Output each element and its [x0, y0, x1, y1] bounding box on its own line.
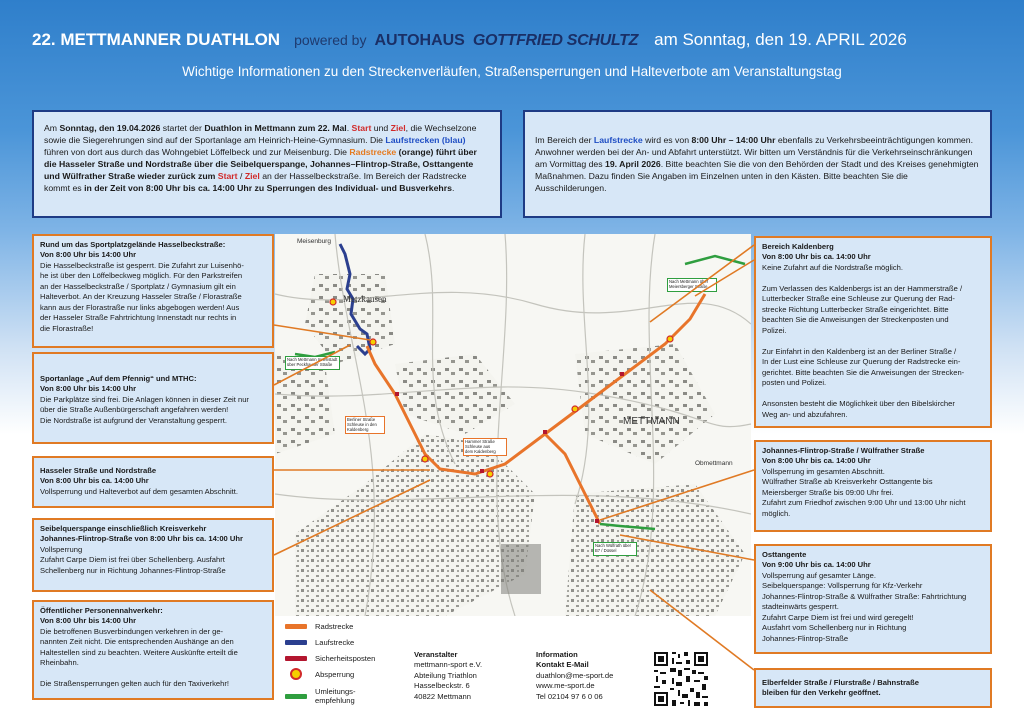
box-time: Von 8:00 Uhr bis ca. 14:00 Uhr — [762, 456, 871, 466]
legend-label: Radstrecke — [315, 621, 354, 631]
box-text: Die Parkplätze sind frei. Die Anlagen können in dieser Zeit nur über die Straße Außenbürgerschaft angefahren werden! Die Nordstraße ist aufgrund der Veranstaltung gesperrt. — [40, 394, 249, 425]
box-text: Die Hasselbeckstraße ist gesperrt. Die Zufahrt zur Luisenhö- he ist über den Löffelbeckweg möglich. Für den Parkstreifen an der Hasselbeckstraße / Sportplatz / Gymnasium gilt ein Halteverbot. An der Kreuzung Hasseler Straße / Florastraße kann aus der Florastraße nur links abgebogen werden! Aus der Hasseler Straße Fahrtrichtung Innenstadt nur rechts in die Florastraße! — [40, 260, 244, 333]
event-date: am Sonntag, den 19. APRIL 2026 — [654, 30, 907, 49]
intro-text: / — [237, 171, 245, 181]
detour-sign: Nach Wülfrath über B7 / Düssel — [593, 542, 637, 556]
map-legend — [285, 619, 405, 719]
box-title: Hasseler Straße und Nordstraße — [40, 466, 157, 475]
box-time: Von 8:00 Uhr bis ca. 14:00 Uhr — [762, 252, 871, 262]
sponsor-name-part2: GOTTFRIED SCHULTZ — [472, 32, 639, 49]
map-label-mettmann: METTMANN — [623, 416, 680, 427]
legend-label: Laufstrecke — [315, 637, 355, 647]
intro-text: und — [371, 123, 391, 133]
intro-text: Am — [44, 123, 60, 133]
detour-swatch — [285, 694, 307, 699]
event-title: 22. METTMANNER DUATHLON — [32, 30, 281, 49]
intro-text: Im Bereich der — [535, 135, 594, 145]
info-box-oepnv — [32, 600, 274, 700]
bike-route-word: Radstrecke — [349, 147, 397, 157]
legend-item-security — [285, 651, 375, 665]
run-route-swatch — [285, 640, 307, 645]
legend-item-detour — [285, 685, 356, 707]
start-word: Start — [351, 123, 372, 133]
intro-box-right — [523, 110, 992, 218]
box-title: Öffentlicher Personennahverkehr: — [40, 606, 163, 615]
box-title: Osttangente — [762, 550, 807, 559]
legend-label: Absperrung — [315, 669, 355, 679]
intro-text: führen von dort aus durch das Wohngebiet Löffelbeck und zur Meisenburg. Die — [44, 147, 350, 157]
info-box-seibel — [32, 518, 274, 592]
intro-edition: Duathlon in Mettmann zum 22. Mal — [204, 123, 347, 133]
start-word: Start — [217, 171, 238, 181]
intro-box-left — [32, 110, 502, 218]
intro-text: an der Hasselbeckstraße. Im Bereich der Radstrecke kommt es — [44, 171, 467, 193]
run-route-word: Laufstrecke — [593, 135, 643, 145]
contact-block — [536, 650, 646, 702]
info-box-kaldenberg — [754, 236, 992, 428]
box-time: Von 8:00 Uhr bis 14:00 Uhr — [40, 384, 137, 394]
box-text: Vollsperrung im gesamten Abschnitt. Wülfrather Straße ab Kreisverkehr Osttangente bis Meiersberger Straße bis 09:00 Uhr frei. Zufahrt zum Friedhof zwischen 9:00 Uhr und 13:00 Uhr nicht möglich. — [762, 466, 966, 518]
detour-sign: Berliner Straße Schleuse in den Kaldenberg — [345, 416, 385, 434]
box-title: Sportanlage „Auf dem Pfennig“ und MTHC: — [40, 374, 197, 383]
box-time: Von 8:00 Uhr bis 14:00 Uhr — [40, 616, 137, 626]
route-map — [275, 234, 751, 616]
box-title: Elberfelder Straße / Flurstraße / Bahnstraße bleiben für den Verkehr geöffnet. — [762, 678, 919, 698]
detour-sign: Nach Mettmann Innenstadt über Peckhauser Straße — [285, 356, 340, 370]
map-label-meisenburg: Meisenburg — [297, 238, 331, 245]
intro-text: . Bitte beachten Sie die von den Behörden der Stadt und des Kreises genehmigten Maßnahmen. Dazu finden Sie Angaben im Einzelnen unten in den Kästen. Bitte beachten Sie die Ausschilderungen. — [535, 159, 979, 193]
box-text: Vollsperrung auf gesamter Länge. Seibelquerspange: Vollsperrung für Kfz-Verkehr Johannes-Flintrop-Straße & Wülfrather Straße: Fahrtrichtung stadteinwärts gesperrt. Zufahrt Carpe Diem ist frei und wird geregelt! Ausfahrt vom Schellenberg nur in Richtung Johannes-Flintrop-Straße — [762, 570, 967, 643]
box-text: Die betroffenen Busverbindungen verkehren in der ge- nannten Zeit nicht. Die entsprechenden Aushänge an den Haltestellen sind zu beachten. Weitere Auskünfte erteilt die Rheinbahn. Die Straßensperrungen gelten auch für den Taxiverkehr! — [40, 626, 238, 689]
organizer-label: Veranstalter — [414, 650, 458, 659]
info-box-pfennig — [32, 352, 274, 444]
info-box-osttangente — [754, 544, 992, 654]
info-box-hasseler — [32, 456, 274, 508]
contact-details: duathlon@me-sport.de www.me-sport.de Tel 02104 97 6 0 06 — [536, 670, 614, 701]
detour-sign: Nach Mettmann über Meiersberger Straße — [667, 278, 717, 292]
intro-text: wird es von — [642, 135, 692, 145]
intro-date: 19. April 2026 — [605, 159, 661, 169]
box-time: Von 8:00 Uhr bis ca. 14:00 Uhr — [40, 476, 149, 486]
intro-text: . — [451, 183, 455, 193]
legend-item-run — [285, 635, 354, 649]
legend-label: Sicherheitsposten — [315, 653, 376, 663]
box-title: Bereich Kaldenberg — [762, 242, 834, 251]
box-title: Seibelquerspange einschließlich Kreisverkehr Johannes-Flintrop-Straße von 8:00 Uhr bis ca. 14:00 Uhr — [40, 524, 243, 544]
page-subtitle: Wichtige Informationen zu den Streckenverläufen, Straßensperrungen und Halteverbote am Veranstaltungstag — [182, 64, 842, 79]
box-time: Von 9:00 Uhr bis ca. 14:00 Uhr — [762, 560, 871, 570]
intro-text: startet der — [160, 123, 205, 133]
box-text: Keine Zufahrt auf die Nordstraße möglich. Zum Verlassen des Kaldenbergs ist an der Hammerstraße / Lutterbecker Straße eine Schleuse zur Querung der Rad- strecke Richtung Lutterbecker Straße eingerichtet. Bitte beachten Sie die Anweisungen der Streckenposten und Polizei. Zur Einfahrt in den Kaldenberg ist an der Berliner Straße / In der Lust eine Schleuse zur Querung der Radstrecke ein- gerichtet. Bitte beachten Sie die Anweisungen der Strecken- posten und Polizei. Ansonsten besteht die Möglichkeit über den Bibelskircher Weg an- und abzufahren. — [762, 262, 965, 419]
finish-word: Ziel — [390, 123, 406, 133]
map-label-metzkausen: Metzkausen — [343, 294, 387, 304]
security-post-swatch — [285, 656, 307, 661]
legend-label: Umleitungs- empfehlung — [315, 687, 356, 705]
map-label-obmettmann: Obmettmann — [695, 460, 733, 467]
box-text: Vollsperrung Zufahrt Carpe Diem ist frei über Schellenberg. Ausfahrt Schellenberg nur in Richtung Johannes-Flintrop-Straße — [40, 544, 226, 575]
info-box-flintrop — [754, 440, 992, 532]
contact-label: Information Kontakt E-Mail — [536, 650, 589, 670]
powered-by-text: powered by — [294, 32, 367, 48]
info-box-hasselbeck — [32, 234, 274, 348]
detour-sign: Hammer Straße Schleuse aus dem Kaldenberg — [463, 438, 507, 456]
intro-text: (orange) führt über die Hasseler Straße und Nordstraße über die Seibelquerspange, Johannes–Flintrop-Straße, Osttangente und Wülfrather Straße wieder zurück zum — [44, 147, 477, 181]
box-text: Vollsperrung und Halteverbot auf dem gesamten Abschnitt. — [40, 486, 238, 496]
legend-item-bike — [285, 619, 353, 633]
run-closure-time: 8:00 Uhr – 14:00 Uhr — [691, 135, 776, 145]
intro-text: ebenfalls zu Verkehrsbeeinträchtigungen kommen. Anwohner werden bei der An- und Abfahrt unterstützt. Wir bitten um Verständnis für die Verkehrseinschränkungen am Vormittag des — [535, 135, 974, 169]
intro-text: . — [346, 123, 352, 133]
legend-item-barrier — [285, 667, 354, 681]
organizer-block — [414, 650, 524, 702]
box-time: Von 8:00 Uhr bis 14:00 Uhr — [40, 250, 137, 260]
closure-time: in der Zeit von 8:00 Uhr bis ca. 14:00 Uhr zu Sperrungen des Individual- und Busverkehrs — [84, 183, 452, 193]
sponsor-name-part1: AUTOHAUS — [374, 32, 465, 49]
bike-route-swatch — [285, 624, 307, 629]
organizer-address: mettmann-sport e.V. Abteilung Triathlon Hasselbeckstr. 6 40822 Mettmann — [414, 660, 483, 701]
industrial-area — [501, 544, 541, 594]
qr-code-icon[interactable] — [652, 650, 710, 708]
header — [32, 30, 1002, 58]
run-route-word: Laufstrecken (blau) — [385, 135, 466, 145]
intro-text: , die Wechselzone sowie die Siegerehrungen sind auf der Sportanlage am Heinrich-Heine-Gymnasium. Die — [44, 123, 477, 145]
box-title: Rund um das Sportplatzgelände Hasselbeckstraße: — [40, 240, 226, 249]
intro-date: Sonntag, den 19.04.2026 — [59, 123, 161, 133]
box-title: Johannes-Flintrop-Straße / Wülfrather Straße — [762, 446, 925, 455]
finish-word: Ziel — [244, 171, 260, 181]
info-box-elberfelder — [754, 668, 992, 708]
barrier-dot-icon — [290, 668, 302, 680]
